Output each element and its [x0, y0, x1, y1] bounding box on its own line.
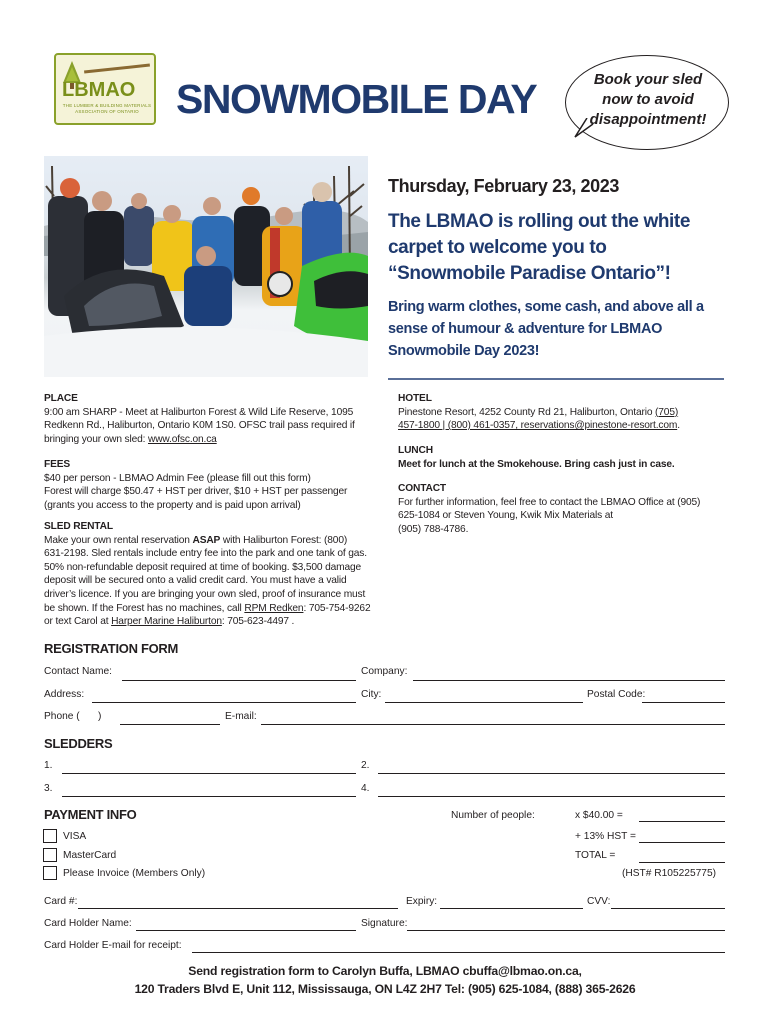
place-line-1: 9:00 am SHARP - Meet at Haliburton Forest & Wild Life Reserve, 1095	[44, 406, 354, 418]
lunch-heading: LUNCH	[398, 445, 433, 456]
sled-rental-line-7a: or text Carol at	[44, 616, 112, 628]
group-photo-illustration	[44, 156, 368, 377]
contact-name-field[interactable]	[122, 680, 356, 681]
sled-rental-line-6a: be shown. If the Forest has no machines, call	[44, 602, 245, 614]
card-number-field[interactable]	[78, 908, 398, 909]
sled-rental-line-4: deposit will be secured onto a valid credit card. You must have a valid	[44, 575, 347, 587]
expiry-label: Expiry:	[406, 896, 438, 907]
sledders-heading: SLEDDERS	[44, 736, 113, 751]
contact-line-2: 625-1084 or Steven Young, Kwik Mix Materials at	[398, 510, 613, 522]
intro-line-2: sense of humour & adventure for LBMAO	[388, 321, 663, 337]
payment-heading: PAYMENT INFO	[44, 807, 137, 822]
hotel-section	[398, 392, 728, 433]
card-holder-name-field[interactable]	[136, 930, 356, 931]
company-label: Company:	[361, 666, 408, 677]
city-field[interactable]	[385, 702, 583, 703]
sled-rental-line-7b: : 705-623-4497 .	[221, 616, 295, 628]
headline	[388, 209, 718, 287]
lunch-line-1: Meet for lunch at the Smokehouse. Bring cash just in case.	[398, 458, 675, 470]
signature-label: Signature:	[361, 918, 408, 929]
cvv-label: CVV:	[587, 896, 611, 907]
sledder-4-field[interactable]	[378, 796, 725, 797]
price-total-field[interactable]	[639, 821, 725, 822]
sled-rental-line-7	[44, 615, 392, 629]
hst-number: (HST# R105225775)	[622, 868, 717, 879]
email-field[interactable]	[261, 724, 725, 725]
headline-line-3: “Snowmobile Paradise Ontario”!	[388, 263, 671, 284]
hotel-phone-link[interactable]: (705)	[655, 406, 679, 418]
contact-line-1: For further information, feel free to contact the LBMAO Office at (905)	[398, 496, 701, 508]
phone-field[interactable]	[120, 724, 220, 725]
group-photo	[44, 156, 368, 377]
invoice-label: Please Invoice (Members Only)	[63, 868, 206, 879]
rpm-redken-link[interactable]: RPM Redken	[244, 602, 304, 614]
ofsc-link[interactable]: www.ofsc.on.ca	[148, 433, 217, 445]
mastercard-label: MasterCard	[63, 850, 117, 861]
sled-rental-line-1a: Make your own rental reservation	[44, 534, 193, 546]
sled-rental-line-2: 631-2198. Sled rentals include entry fee into the park and one tank of gas.	[44, 548, 367, 560]
address-field[interactable]	[92, 702, 356, 703]
sled-rental-line-3: 50% non-refundable deposit required at time of booking. $3,500 damage	[44, 561, 362, 573]
fees-line-1: $40 per person - LBMAO Admin Fee (please fill out this form)	[44, 472, 311, 484]
place-line-3	[44, 433, 389, 447]
hotel-line-1a: Pinestone Resort, 4252 County Rd 21, Haliburton, Ontario	[398, 406, 656, 418]
hst-label: + 13% HST =	[575, 831, 636, 842]
hotel-reservations-link[interactable]: 457-1800 | (800) 461-0357, reservations@pinestone-resort.com	[398, 420, 678, 432]
total-field[interactable]	[639, 862, 725, 863]
footer-line-2: 120 Traders Blvd E, Unit 112, Mississauga, ON L4Z 2H7 Tel: (905) 625-1084, (888) 365-2626	[134, 982, 636, 996]
card-holder-email-field[interactable]	[192, 952, 725, 953]
headline-line-2: carpet to welcome you to	[388, 237, 607, 258]
hotel-line-1	[398, 406, 728, 420]
hst-field[interactable]	[639, 842, 725, 843]
number-of-people-label: Number of people:	[451, 810, 535, 821]
fees-heading: FEES	[44, 459, 71, 470]
visa-checkbox[interactable]	[43, 829, 57, 843]
contact-section	[398, 482, 728, 536]
place-line-3-text: bringing your own sled:	[44, 433, 148, 445]
visa-label: VISA	[63, 831, 87, 842]
sledder-3-label: 3.	[44, 783, 53, 794]
fees-line-2: Forest will charge $50.47 + HST per driver, $10 + HST per passenger	[44, 486, 348, 498]
cvv-field[interactable]	[611, 908, 725, 909]
contact-name-label: Contact Name:	[44, 666, 112, 677]
expiry-field[interactable]	[440, 908, 583, 909]
card-number-label: Card #:	[44, 896, 78, 907]
sledder-3-field[interactable]	[62, 796, 356, 797]
contact-line-3: (905) 788-4786.	[398, 523, 469, 535]
mastercard-checkbox[interactable]	[43, 848, 57, 862]
sledder-4-label: 4.	[361, 783, 370, 794]
page-title: SNOWMOBILE DAY	[176, 76, 537, 122]
postal-code-field[interactable]	[642, 702, 725, 703]
contact-heading: CONTACT	[398, 483, 446, 494]
lbmao-logo	[54, 53, 156, 125]
total-label: TOTAL =	[575, 850, 616, 861]
card-holder-email-label: Card Holder E-mail for receipt:	[44, 940, 182, 951]
phone-paren-close: )	[98, 711, 102, 722]
logo-name: LBMAO	[62, 79, 136, 101]
bubble-line-2: now to avoid	[602, 91, 694, 108]
intro-line-1: Bring warm clothes, some cash, and above all a	[388, 299, 704, 315]
address-label: Address:	[44, 689, 85, 700]
footer-line-1: Send registration form to Carolyn Buffa, LBMAO cbuffa@lbmao.on.ca,	[188, 964, 582, 978]
asap-text: ASAP	[192, 534, 221, 546]
headline-line-1: The LBMAO is rolling out the white	[388, 211, 690, 232]
card-holder-name-label: Card Holder Name:	[44, 918, 132, 929]
hotel-line-2b: .	[677, 420, 680, 432]
company-field[interactable]	[413, 680, 725, 681]
fees-line-3: (grants you access to the property and is paid upon arrival)	[44, 499, 301, 511]
footer	[0, 962, 770, 998]
sled-rental-line-6	[44, 602, 392, 616]
sledder-1-label: 1.	[44, 760, 53, 771]
phone-label: Phone (	[44, 711, 80, 722]
price-label: x $40.00 =	[575, 810, 623, 821]
intro-line-3: Snowmobile Day 2023!	[388, 343, 540, 359]
sled-rental-line-6b: : 705-754-9262	[303, 602, 371, 614]
sled-rental-line-5: driver’s licence. If you are bringing your own sled, proof of insurance must	[44, 588, 366, 600]
divider-rule	[388, 378, 724, 380]
sled-rental-heading: SLED RENTAL	[44, 521, 113, 532]
sledder-2-label: 2.	[361, 760, 370, 771]
logo-subtitle: THE LUMBER & BUILDING MATERIALS ASSOCIATION OF ONTARIO	[62, 103, 152, 114]
intro-paragraph	[388, 296, 718, 362]
city-label: City:	[361, 689, 382, 700]
bubble-line-3: disappointment!	[589, 111, 707, 128]
signature-field[interactable]	[407, 930, 725, 931]
harper-marine-link[interactable]: Harper Marine Haliburton	[111, 616, 222, 628]
speech-bubble-text	[575, 70, 721, 130]
event-date: Thursday, February 23, 2023	[388, 176, 619, 196]
sledder-1-field[interactable]	[62, 773, 356, 774]
place-line-2: Redkenn Rd., Haliburton, Ontario K0M 1S0. OFSC trail pass required if	[44, 420, 355, 432]
hotel-heading: HOTEL	[398, 393, 432, 404]
email-label: E-mail:	[225, 711, 257, 722]
lunch-section	[398, 444, 728, 471]
postal-code-label: Postal Code:	[587, 689, 646, 700]
place-heading: PLACE	[44, 393, 78, 404]
place-section	[44, 392, 389, 446]
sled-rental-line-1c: with Haliburton Forest: (800)	[220, 534, 348, 546]
logo-roof-shape	[84, 64, 150, 74]
fees-section	[44, 458, 389, 512]
invoice-checkbox[interactable]	[43, 866, 57, 880]
registration-heading: REGISTRATION FORM	[44, 641, 179, 656]
hotel-line-2	[398, 419, 728, 433]
sled-rental-section	[44, 520, 392, 629]
bubble-line-1: Book your sled	[593, 71, 703, 88]
sledder-2-field[interactable]	[378, 773, 725, 774]
sled-rental-line-1	[44, 534, 392, 548]
